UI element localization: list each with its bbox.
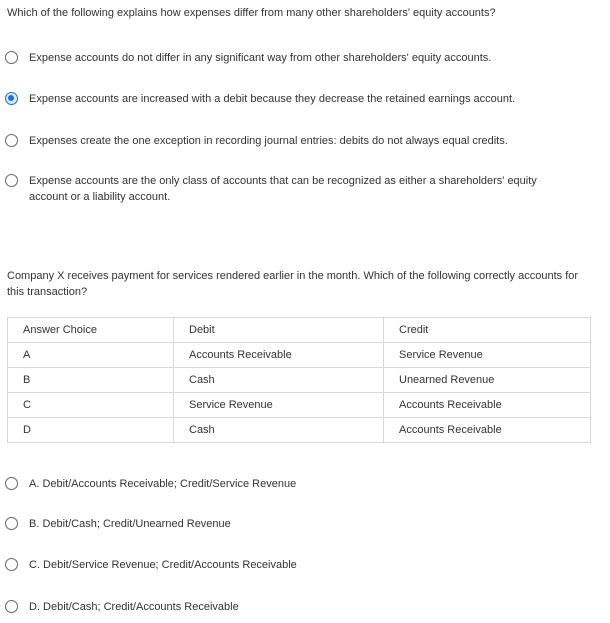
q2-option-d-label: D. Debit/Cash; Credit/Accounts Receivable xyxy=(29,601,239,613)
table-header-cell: Debit xyxy=(174,318,384,343)
table-row xyxy=(8,418,591,443)
table-header-row xyxy=(8,318,591,343)
q1-option-2-label: Expense accounts are increased with a debit because they decrease the retained earnings account. xyxy=(29,93,516,105)
question-1-prompt: Which of the following explains how expenses differ from many other shareholders' equity accounts? xyxy=(7,7,496,19)
q2-option-d[interactable] xyxy=(5,599,595,615)
table-cell: Unearned Revenue xyxy=(384,368,591,393)
table-cell: B xyxy=(8,368,174,393)
table-row xyxy=(8,393,591,418)
radio-button[interactable] xyxy=(5,477,18,490)
table-cell: Service Revenue xyxy=(174,393,384,418)
radio-button[interactable] xyxy=(5,517,18,530)
q1-option-3[interactable] xyxy=(5,133,595,149)
radio-button-selected[interactable] xyxy=(5,92,18,105)
table-cell: A xyxy=(8,343,174,368)
q1-option-4-label: Expense accounts are the only class of accounts that can be recognized as either a shareholders' equity account or a liability account. xyxy=(29,175,537,203)
table-cell: Accounts Receivable xyxy=(384,418,591,443)
radio-button[interactable] xyxy=(5,51,18,64)
radio-button[interactable] xyxy=(5,134,18,147)
q2-option-b[interactable] xyxy=(5,516,595,532)
table-cell: Cash xyxy=(174,418,384,443)
radio-button[interactable] xyxy=(5,558,18,571)
q2-option-c-label: C. Debit/Service Revenue; Credit/Accounts Receivable xyxy=(29,559,297,571)
table-header-cell: Answer Choice xyxy=(8,318,174,343)
table-cell: D xyxy=(8,418,174,443)
q1-option-2[interactable] xyxy=(5,91,595,107)
table-header-cell: Credit xyxy=(384,318,591,343)
table-row xyxy=(8,343,591,368)
table-cell: Accounts Receivable xyxy=(384,393,591,418)
q2-option-c[interactable] xyxy=(5,557,595,573)
q2-option-a-label: A. Debit/Accounts Receivable; Credit/Service Revenue xyxy=(29,478,297,490)
table-cell: Accounts Receivable xyxy=(174,343,384,368)
question-2-prompt: Company X receives payment for services rendered earlier in the month. Which of the following correctly accounts for this transaction? xyxy=(7,270,579,298)
radio-button[interactable] xyxy=(5,174,18,187)
q2-option-b-label: B. Debit/Cash; Credit/Unearned Revenue xyxy=(29,518,231,530)
table-cell: Cash xyxy=(174,368,384,393)
q1-option-1-label: Expense accounts do not differ in any significant way from other shareholders' equity accounts. xyxy=(29,52,492,64)
q1-option-4[interactable] xyxy=(5,173,595,205)
radio-button[interactable] xyxy=(5,600,18,613)
q1-option-3-label: Expenses create the one exception in recording journal entries: debits do not always equal credits. xyxy=(29,135,508,147)
table-row xyxy=(8,368,591,393)
table-cell: Service Revenue xyxy=(384,343,591,368)
table-cell: C xyxy=(8,393,174,418)
q2-option-a[interactable] xyxy=(5,476,595,492)
q1-option-1[interactable] xyxy=(5,50,595,66)
answer-table xyxy=(7,317,591,443)
